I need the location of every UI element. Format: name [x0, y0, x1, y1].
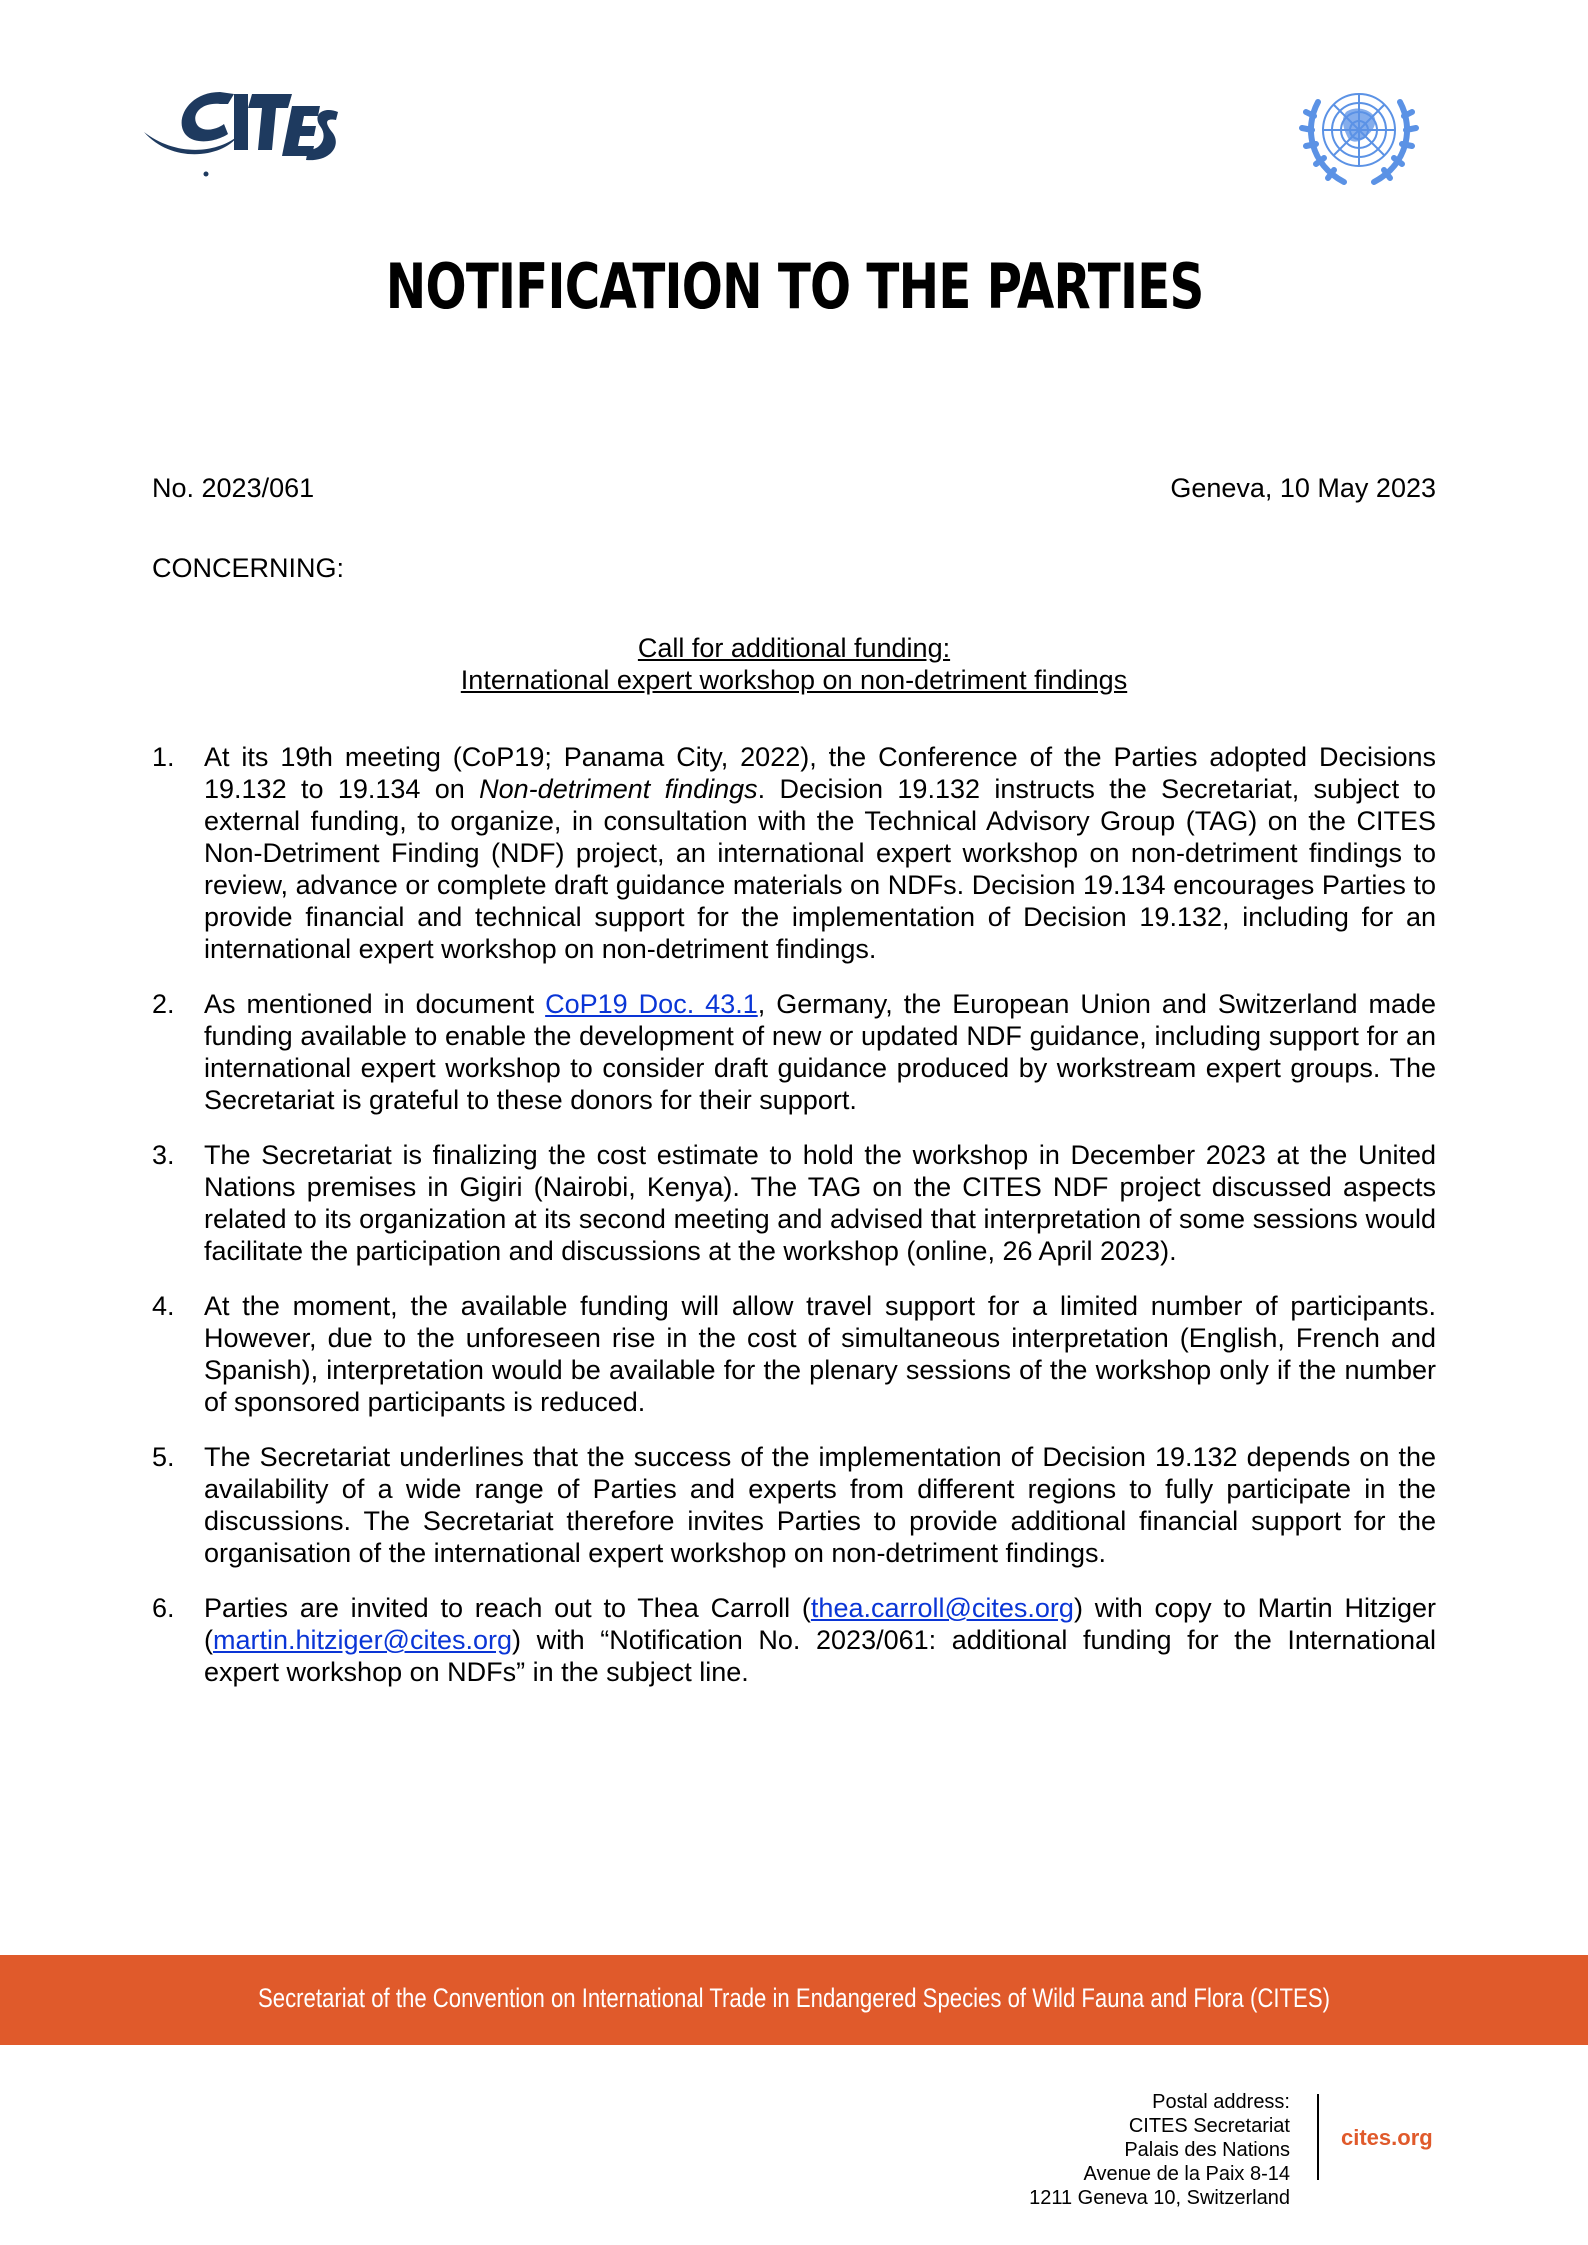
paragraph-text: At the moment, the available funding will allow travel support for a limited number of participants. However, due to the unforeseen rise in the cost of simultaneous interpretation (English, French and Spanish), interpretation would be available for the plenary sessions of the workshop only if the number of sponsored participants is reduced. [204, 1291, 1436, 1417]
cites-logo [142, 76, 342, 180]
paragraph-1 [152, 741, 1436, 965]
paragraph-text: Parties are invited to reach out to Thea Carroll (thea.carroll@cites.org) with copy to Martin Hitziger (martin.hitziger@cites.org) with “Notification No. 2023/061: additional funding for the International expert workshop on NDFs” in the subject line. [204, 1593, 1436, 1687]
address-line: Postal address: [1152, 2091, 1290, 2113]
postal-address [1029, 2090, 1290, 2210]
secretariat-banner-text: Secretariat of the Convention on International Trade in Endangered Species of Wild Fauna and Flora (CITES) [258, 1983, 1330, 2013]
concerning-label: CONCERNING: [152, 553, 345, 583]
address-line: 1211 Geneva 10, Switzerland [1029, 2187, 1290, 2209]
notification-date: Geneva, 10 May 2023 [1170, 473, 1436, 503]
emphasis-text: Non-detriment findings [479, 774, 758, 804]
email-link-hitziger[interactable]: martin.hitziger@cites.org [213, 1625, 513, 1655]
paragraph-5 [152, 1441, 1436, 1569]
document-link[interactable]: CoP19 Doc. 43.1 [545, 989, 758, 1019]
paragraph-text: As mentioned in document CoP19 Doc. 43.1, Germany, the European Union and Switzerland made funding available to enable the development of new or updated NDF guidance, including support for an international expert workshop to consider draft guidance produced by workstream expert groups. The Secretariat is grateful to these donors for their support. [204, 989, 1436, 1115]
paragraph-text: The Secretariat is finalizing the cost estimate to hold the workshop in December 2023 at the United Nations premises in Gigiri (Nairobi, Kenya). The TAG on the CITES NDF project discussed aspects related to its organization at its second meeting and advised that interpretation of some sessions would facilitate the participation and discussions at the workshop (online, 26 April 2023). [204, 1140, 1436, 1266]
paragraph-number: 2. [152, 989, 175, 1019]
address-line: Palais des Nations [1124, 2139, 1290, 2161]
paragraph-number: 1. [152, 742, 175, 772]
paragraph-4 [152, 1290, 1436, 1418]
paragraph-number: 3. [152, 1140, 175, 1170]
paragraph-number: 4. [152, 1291, 175, 1321]
subject-line-1: Call for additional funding: [637, 633, 951, 663]
paragraph-6 [152, 1592, 1436, 1688]
paragraph-text: At its 19th meeting (CoP19; Panama City, 2022), the Conference of the Parties adopted Decisions 19.132 to 19.134 on Non-detriment findings. Decision 19.132 instructs the Secretariat, subject to external funding, to organize, in consultation with the Technical Advisory Group (TAG) on the CITES Non-Detriment Finding (NDF) project, an international expert workshop on non-detriment findings to review, advance or complete draft guidance materials on NDFs. Decision 19.134 encourages Parties to provide financial and technical support for the implementation of Decision 19.132, including for an international expert workshop on non-detriment findings. [204, 742, 1436, 964]
website-link[interactable]: cites.org [1341, 2125, 1433, 2150]
paragraph-list [152, 741, 1436, 1711]
paragraph-text: The Secretariat underlines that the success of the implementation of Decision 19.132 depends on the availability of a wide range of Parties and experts from different regions to fully participate in the discussions. The Secretariat therefore invites Parties to provide additional financial support for the organisation of the international expert workshop on non-detriment findings. [204, 1442, 1436, 1568]
email-link-carroll[interactable]: thea.carroll@cites.org [810, 1593, 1074, 1623]
paragraph-number: 5. [152, 1442, 175, 1472]
paragraph-number: 6. [152, 1593, 175, 1623]
footer-band [0, 1955, 1588, 2045]
footer-divider [1317, 2094, 1319, 2180]
notification-number: No. 2023/061 [152, 473, 315, 503]
paragraph-2 [152, 988, 1436, 1116]
subject-line-2: International expert workshop on non-detriment findings [460, 665, 1128, 695]
address-line: CITES Secretariat [1128, 2115, 1290, 2137]
address-line: Avenue de la Paix 8-14 [1083, 2163, 1290, 2185]
un-emblem-icon [1288, 72, 1430, 194]
page-title: NOTIFICATION TO THE PARTIES [385, 250, 1204, 323]
paragraph-3 [152, 1139, 1436, 1267]
subject-heading [152, 632, 1436, 696]
